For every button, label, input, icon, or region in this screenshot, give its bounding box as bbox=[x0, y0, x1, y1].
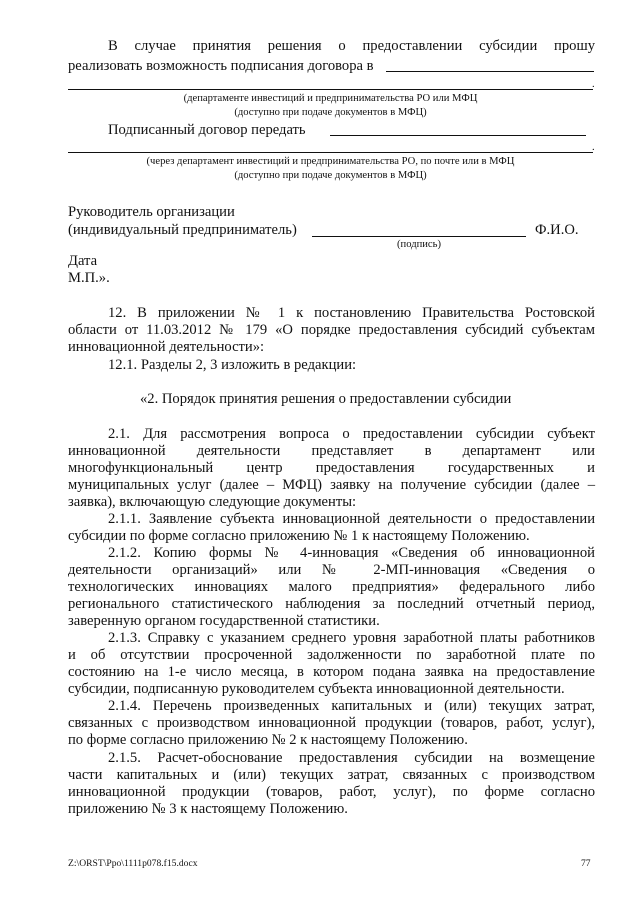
signature-note: (подпись) bbox=[397, 239, 441, 250]
underline-field bbox=[386, 71, 594, 72]
paragraph-line: 2.1.4. Перечень произведенных капитальных и (или) текущих затрат, bbox=[108, 698, 595, 714]
paragraph-line: по форме согласно приложению № 2 к настоящему Положению. bbox=[68, 732, 468, 748]
form-paragraph-line: В случае принятия решения о предоставлении субсидии прошу bbox=[108, 38, 595, 54]
section-title: «2. Порядок принятия решения о предоставлении субсидии bbox=[140, 391, 512, 407]
paragraph-line: муниципальных услуг (далее – МФЦ) заявку на получение субсидии (далее – bbox=[68, 477, 595, 493]
paragraph-line: области от 11.03.2012 № 179 «О порядке предоставления субсидий субъектам bbox=[68, 322, 595, 338]
paragraph-line: 2.1.3. Справку с указанием среднего уровня заработной платы работников bbox=[108, 630, 595, 646]
paragraph-line: 2.1.2. Копию формы № 4-инновация «Сведения об инновационной bbox=[108, 545, 595, 561]
form-note: (через департамент инвестиций и предпринимательства РО, по почте или в МФЦ bbox=[146, 156, 515, 167]
paragraph-line: инновационной деятельности»: bbox=[68, 339, 265, 355]
paragraph-line: 12. В приложении № 1 к постановлению Правительства Ростовской bbox=[108, 305, 595, 321]
underline-field bbox=[68, 152, 593, 153]
paragraph-line: технологических инновациях малого предприятия» федерального либо bbox=[68, 579, 595, 595]
paragraph-line: приложению № 3 к настоящему Положению. bbox=[68, 801, 348, 817]
paragraph-line: регионального статистического наблюдения за последний отчетный период, bbox=[68, 596, 595, 612]
paragraph-line: и об отсутствии просроченной задолженности по заработной плате по bbox=[68, 647, 595, 663]
paragraph-line: состоянию на 1-е число месяца, в котором подана заявка на предоставление bbox=[68, 664, 595, 680]
signature-caption: Руководитель организации bbox=[68, 204, 235, 220]
underline-field bbox=[330, 135, 586, 136]
underline-field bbox=[68, 89, 593, 90]
signature-line bbox=[312, 236, 526, 237]
page-number: 77 bbox=[581, 858, 591, 869]
stamp-label: М.П.». bbox=[68, 270, 110, 286]
signature-caption: (индивидуальный предприниматель) bbox=[68, 222, 297, 238]
paragraph-line: заявка), включающую следующие документы: bbox=[68, 494, 357, 510]
paragraph-line: 2.1. Для рассмотрения вопроса о предоставлении субсидии субъект bbox=[108, 426, 595, 442]
paragraph-line: деятельности организаций» или № 2-МП-инновация «Сведения о bbox=[68, 562, 595, 578]
form-note: (департаменте инвестиций и предпринимательства РО или МФЦ bbox=[183, 93, 478, 104]
paragraph-line: инновационной продукции (товаров, работ, услуг), по форме согласно bbox=[68, 784, 595, 800]
period-mark: . bbox=[592, 142, 595, 153]
paragraph-line: инновационной деятельности представляет в департамент или bbox=[68, 443, 595, 459]
form-paragraph-line: реализовать возможность подписания договора в bbox=[68, 58, 374, 74]
paragraph-line: 2.1.1. Заявление субъекта инновационной деятельности о предоставлении bbox=[108, 511, 595, 527]
date-label: Дата bbox=[68, 253, 98, 269]
paragraph-line: многофункциональный центр предоставления государственных и bbox=[68, 460, 595, 476]
paragraph-line: субсидии, подписанную руководителем субъекта инновационной деятельности. bbox=[68, 681, 565, 697]
fio-label: Ф.И.О. bbox=[535, 222, 579, 238]
paragraph-line: субсидии по форме согласно приложению № 1 к настоящему Положению. bbox=[68, 528, 530, 544]
form-note: (доступно при подаче документов в МФЦ) bbox=[234, 170, 427, 181]
paragraph-line: части капитальных и (или) текущих затрат, связанных с производством bbox=[68, 767, 595, 783]
period-mark: . bbox=[592, 79, 595, 90]
paragraph-line: 2.1.5. Расчет-обоснование предоставления субсидии на возмещение bbox=[108, 750, 595, 766]
paragraph-line: связанных с производством инновационной продукции (товаров, работ, услуг), bbox=[68, 715, 595, 731]
paragraph-line: заверенную органом государственной статистики. bbox=[68, 613, 380, 629]
form-note: (доступно при подаче документов в МФЦ) bbox=[234, 107, 427, 118]
paragraph-line: 12.1. Разделы 2, 3 изложить в редакции: bbox=[108, 357, 357, 373]
form-paragraph-line: Подписанный договор передать bbox=[108, 122, 306, 138]
footer-file-path: Z:\ORST\Ppo\1111p078.f15.docx bbox=[68, 858, 198, 869]
